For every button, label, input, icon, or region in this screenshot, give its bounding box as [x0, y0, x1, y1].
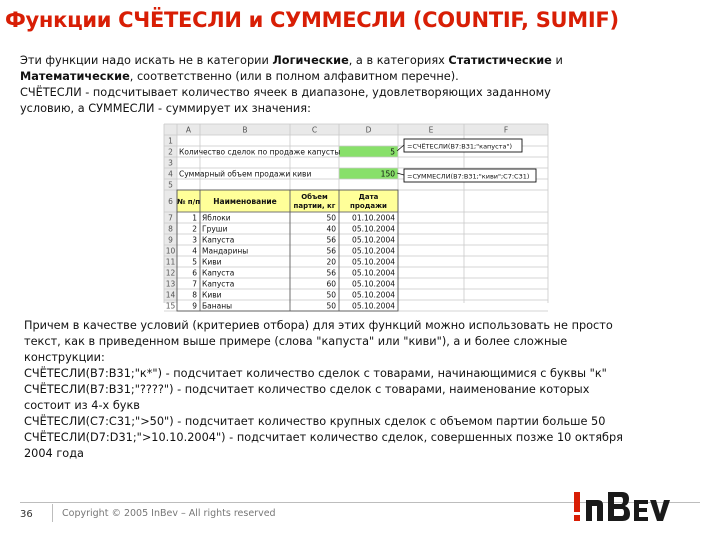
row-number: 4	[168, 169, 173, 179]
cell-date: 05.10.2004	[352, 235, 395, 245]
row-number: 3	[168, 158, 173, 168]
cell-qty: 56	[326, 235, 336, 245]
body-line-6: состоит из 4-х букв	[24, 399, 140, 412]
row4-value: 150	[380, 169, 395, 179]
intro-line-1	[20, 53, 590, 69]
category-statistical: Статистические	[448, 54, 552, 67]
cell-qty: 20	[326, 257, 336, 267]
cell-date: 05.10.2004	[352, 301, 395, 311]
formula-countif: =СЧЁТЕСЛИ(B7:B31;"капуста")	[407, 142, 513, 151]
cell-date: 05.10.2004	[352, 279, 395, 289]
row-number: 5	[168, 180, 173, 190]
logo-bar	[574, 492, 580, 512]
row-number: 7	[168, 213, 173, 223]
cell-date: 05.10.2004	[352, 246, 395, 256]
body-line-4: СЧЁТЕСЛИ(B7:B31;"к*") - подсчитает количество сделок с товарами, начинающимися с буквы "к"	[24, 367, 607, 380]
column-letter: C	[311, 125, 318, 135]
header-date-1: Дата	[358, 193, 379, 201]
intro-text	[20, 53, 590, 117]
cell-name: Капуста	[202, 268, 235, 278]
cell-number: 9	[192, 301, 197, 311]
row-number: 14	[165, 290, 176, 300]
logo-letter-n	[586, 500, 603, 521]
row-number: 13	[165, 279, 176, 289]
cell-name: Бананы	[202, 301, 233, 311]
body-line-5: СЧЁТЕСЛИ(B7:B31;"????") - подсчитает количество сделок с товарами, наименование которых	[24, 383, 590, 396]
category-logical: Логические	[272, 54, 349, 67]
row-number: 12	[165, 268, 176, 278]
cell-number: 7	[192, 279, 197, 289]
inbev-logo	[570, 488, 670, 524]
cell-name: Яблоки	[202, 213, 231, 223]
logo-letter-b	[608, 492, 630, 521]
body-line-1: Причем в качестве условий (критериев отбора) для этих функций можно использовать не просто	[24, 319, 613, 332]
row-number: 10	[165, 246, 176, 256]
row-number: 11	[165, 257, 176, 267]
cell-qty: 60	[326, 279, 336, 289]
column-letter: F	[503, 125, 509, 135]
column-letter: B	[242, 125, 248, 135]
criteria-explanation	[24, 318, 684, 462]
cell-name: Киви	[202, 257, 222, 267]
cell-number: 4	[192, 246, 197, 256]
logo-letter-e	[634, 500, 648, 521]
cell-number: 3	[192, 235, 197, 245]
body-line-2: текст, как в приведенном выше примере (слова "капуста" или "киви"), а и более сложные	[24, 335, 568, 348]
cell-date: 05.10.2004	[352, 268, 395, 278]
cell-qty: 50	[326, 290, 336, 300]
column-header-strip	[164, 124, 548, 135]
row2-value: 5	[390, 147, 395, 157]
category-math: Математические	[20, 70, 130, 83]
row-number: 1	[168, 136, 173, 146]
column-letter: E	[428, 125, 434, 135]
logo-letter-v	[650, 500, 670, 521]
cell-qty: 50	[326, 301, 336, 311]
footer-tick	[52, 504, 53, 522]
cell-date: 05.10.2004	[352, 290, 395, 300]
cell-number: 8	[192, 290, 197, 300]
cell-qty: 40	[326, 224, 336, 234]
cell-qty: 56	[326, 246, 336, 256]
header-name: Наименование	[213, 197, 277, 206]
intro-line-3: СЧЁТЕСЛИ - подсчитывает количество ячеек в диапазоне, удовлетворяющих заданному	[20, 86, 551, 99]
intro-line-4: условию, а СУММЕСЛИ - суммирует их значения:	[20, 102, 311, 115]
cell-name: Капуста	[202, 235, 235, 245]
intro-text-part: , а в категориях	[348, 54, 449, 67]
row-number: 9	[168, 235, 173, 245]
column-letter: A	[185, 125, 192, 135]
header-qty-1: Объем	[301, 193, 328, 201]
cell-name: Киви	[202, 290, 222, 300]
cell-qty: 50	[326, 213, 336, 223]
body-line-8: СЧЁТЕСЛИ(D7:D31;">10.10.2004") - подсчитает количество сделок, совершенных позже 10 октября	[24, 431, 623, 444]
intro-line-2	[20, 69, 590, 85]
cell-date: 05.10.2004	[352, 257, 395, 267]
body-line-9: 2004 года	[24, 447, 84, 460]
cell-number: 5	[192, 257, 197, 267]
cell-date: 05.10.2004	[352, 224, 395, 234]
spreadsheet-grid	[164, 124, 548, 311]
value-cell-d2	[339, 146, 398, 157]
cell-number: 2	[192, 224, 197, 234]
logo-dot	[574, 515, 580, 521]
slide-title: Функции СЧЁТЕСЛИ и СУММЕСЛИ (COUNTIF, SUMIF)	[5, 8, 619, 32]
column-letter: D	[365, 125, 372, 135]
cell-number: 1	[192, 213, 197, 223]
copyright-notice: Copyright © 2005 InBev – All rights reserved	[62, 508, 276, 519]
row-number: 2	[168, 147, 173, 157]
body-line-3: конструкции:	[24, 351, 105, 364]
page-number: 36	[20, 509, 33, 520]
header-date-2: продажи	[350, 202, 387, 210]
row-number: 6	[168, 197, 173, 206]
intro-text-part: , соответственно (или в полном алфавитном перечне).	[129, 70, 459, 83]
cell-date: 01.10.2004	[352, 213, 395, 223]
intro-text-part: Эти функции надо искать не в категории	[20, 54, 273, 67]
header-qty-2: партии, кг	[293, 202, 336, 210]
formula-sumif: =СУММЕСЛИ(B7:B31;"киви";C7:C31)	[407, 172, 530, 181]
cell-number: 6	[192, 268, 197, 278]
row2-label: Количество сделок по продаже капусты	[179, 147, 341, 157]
spreadsheet-screenshot	[164, 124, 548, 311]
cell-name: Груши	[202, 224, 228, 234]
body-line-7: СЧЁТЕСЛИ(C7:C31;">50") - подсчитает количество крупных сделок с объемом партии больше 50	[24, 415, 606, 428]
row-number: 8	[168, 224, 173, 234]
cell-name: Мандарины	[202, 246, 249, 256]
cell-name: Капуста	[202, 279, 235, 289]
cell-qty: 56	[326, 268, 336, 278]
row4-label: Суммарный объем продажи киви	[179, 169, 312, 179]
row-number: 15	[165, 301, 176, 311]
intro-text-part: и	[551, 54, 563, 67]
header-number: № п/п	[176, 198, 201, 206]
